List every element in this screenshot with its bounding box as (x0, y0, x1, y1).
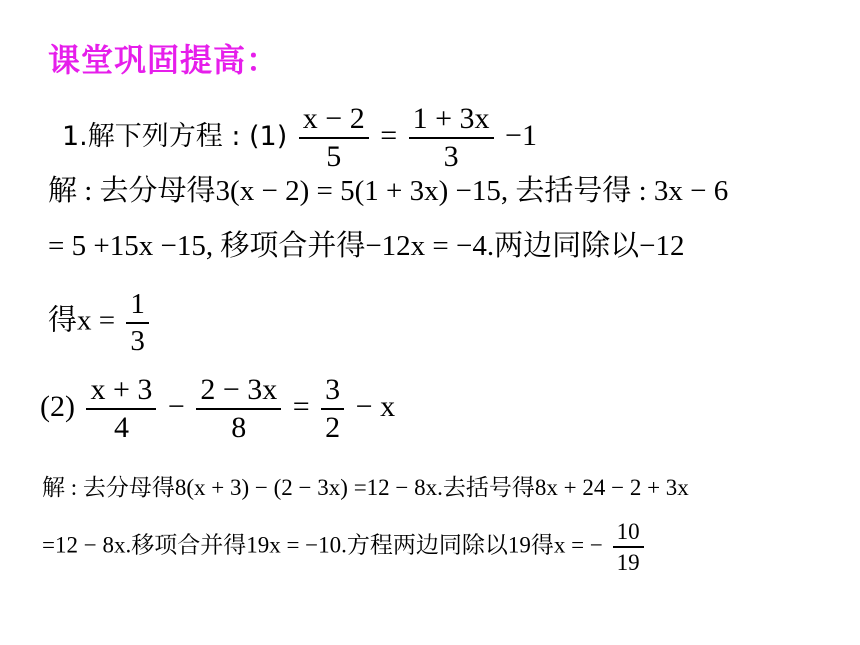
fraction-denominator: 4 (86, 408, 156, 443)
section-title: 课堂巩固提高： (48, 41, 280, 79)
solution-1-result (48, 290, 153, 356)
solution-2-line-2-text: =12 − 8x.移项合并得19x = −10.方程两边同除以19得x = − (42, 532, 603, 558)
solution-1-line-1: 解 : 去分母得3(x − 2) = 5(1 + 3x) −15, 去括号得 : 3x − 6 (48, 175, 729, 207)
problem-2-fraction-3 (321, 375, 344, 443)
solution-2-line-1: 解 : 去分母得8(x + 3) − (2 − 3x) =12 − 8x.去括号得8x + 24 − 2 + 3x (42, 475, 689, 500)
solution-1-line-2: = 5 +15x −15, 移项合并得−12x = −4.两边同除以−12 (48, 230, 685, 262)
fraction-numerator: x − 2 (302, 102, 365, 135)
fraction-denominator: 8 (196, 408, 281, 443)
fraction-numerator: 10 (616, 519, 640, 544)
fraction-denominator: 19 (613, 546, 644, 574)
problem-1-prefix: 1.解下列方程 : (1) (62, 120, 288, 152)
problem-2-equation (40, 375, 395, 443)
fraction-denominator: 5 (299, 137, 369, 172)
equals-sign: = (292, 389, 310, 423)
problem-2-tail: − x (355, 389, 396, 423)
solution-2-result-fraction (613, 520, 644, 574)
result-fraction (126, 290, 149, 356)
solution-2-line-2 (42, 520, 648, 574)
fraction-numerator: x + 3 (90, 373, 153, 406)
problem-2-fraction-2 (196, 375, 281, 443)
equals-sign: = (380, 118, 398, 152)
fraction-denominator: 3 (409, 137, 494, 172)
fraction-denominator: 2 (321, 408, 344, 443)
fraction-numerator: 1 (130, 288, 145, 320)
problem-1-lhs-fraction (299, 104, 369, 172)
minus-sign: − (167, 389, 185, 423)
fraction-numerator: 3 (325, 373, 341, 406)
problem-1-rhs-fraction (409, 104, 494, 172)
fraction-numerator: 1 + 3x (412, 102, 490, 135)
problem-2-fraction-1 (86, 375, 156, 443)
fraction-denominator: 3 (126, 322, 149, 356)
problem-2-prefix: (2) (40, 389, 75, 423)
result-prefix: 得x = (48, 304, 116, 337)
problem-1-equation (62, 104, 537, 172)
fraction-numerator: 2 − 3x (200, 373, 278, 406)
rhs-tail: −1 (505, 118, 537, 152)
